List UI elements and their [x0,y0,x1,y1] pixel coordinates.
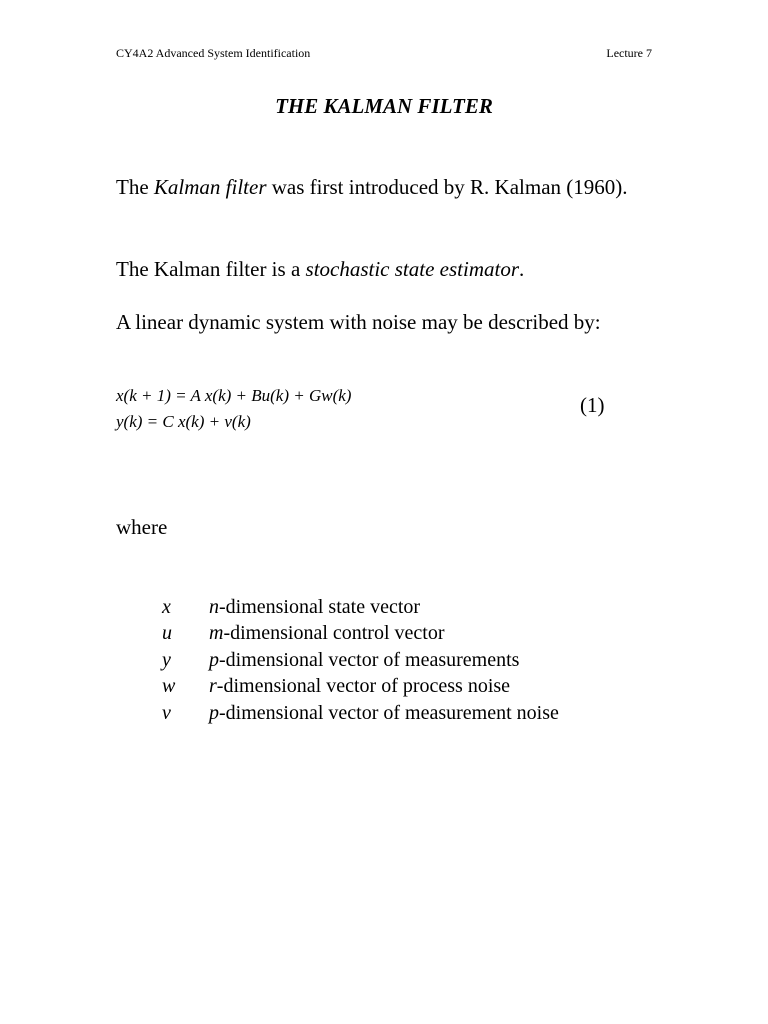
definition-dimension: n [209,596,219,618]
equation-measurement: y(k) = C x(k) + v(k) [116,412,251,431]
equation-number: (1) [580,393,605,417]
definition-row [0,622,768,648]
paragraph-definition [116,255,653,284]
paragraph-system: A linear dynamic system with noise may be described by: [116,310,601,334]
equation-state: x(k + 1) = A x(k) + Bu(k) + Gw(k) [116,386,352,405]
definition-symbol: v [162,702,171,724]
paragraph-definition-pre: The Kalman filter is a [116,257,306,281]
definition-text: -dimensional control vector [223,622,445,644]
definition-description [209,622,445,645]
paragraph-definition-post: . [519,257,525,281]
definition-row [0,649,768,675]
definition-symbol: x [162,596,171,618]
definition-row [0,702,768,728]
definition-symbol: y [162,649,171,671]
definition-description [209,649,519,672]
definition-text: -dimensional vector of measurements [219,649,520,671]
paragraph-definition-emphasis: stochastic state estimator [305,257,520,281]
paragraph-intro-emphasis: Kalman filter [153,175,267,199]
definition-row [0,596,768,622]
where-label: where [116,515,168,539]
definition-dimension: r [209,675,217,697]
paragraph-intro-pre: The [116,175,154,199]
header-course-title: CY4A2 Advanced System Identification [116,46,311,60]
definition-dimension: p [209,702,219,724]
definition-symbol: w [162,675,176,697]
definition-row [0,675,768,701]
definition-description [209,596,420,619]
header-lecture-number: Lecture 7 [606,46,652,60]
paragraph-intro-post: was first introduced by R. Kalman (1960). [266,175,628,199]
definition-description [209,702,559,725]
paragraph-intro [116,173,653,202]
definition-text: -dimensional state vector [219,596,421,618]
definition-dimension: p [209,649,219,671]
definition-dimension: m [209,622,224,644]
page-title: THE KALMAN FILTER [275,94,493,118]
definition-description [209,675,510,698]
definition-text: -dimensional vector of measurement noise [219,702,559,724]
definition-text: -dimensional vector of process noise [216,675,511,697]
definition-symbol: u [162,622,172,644]
